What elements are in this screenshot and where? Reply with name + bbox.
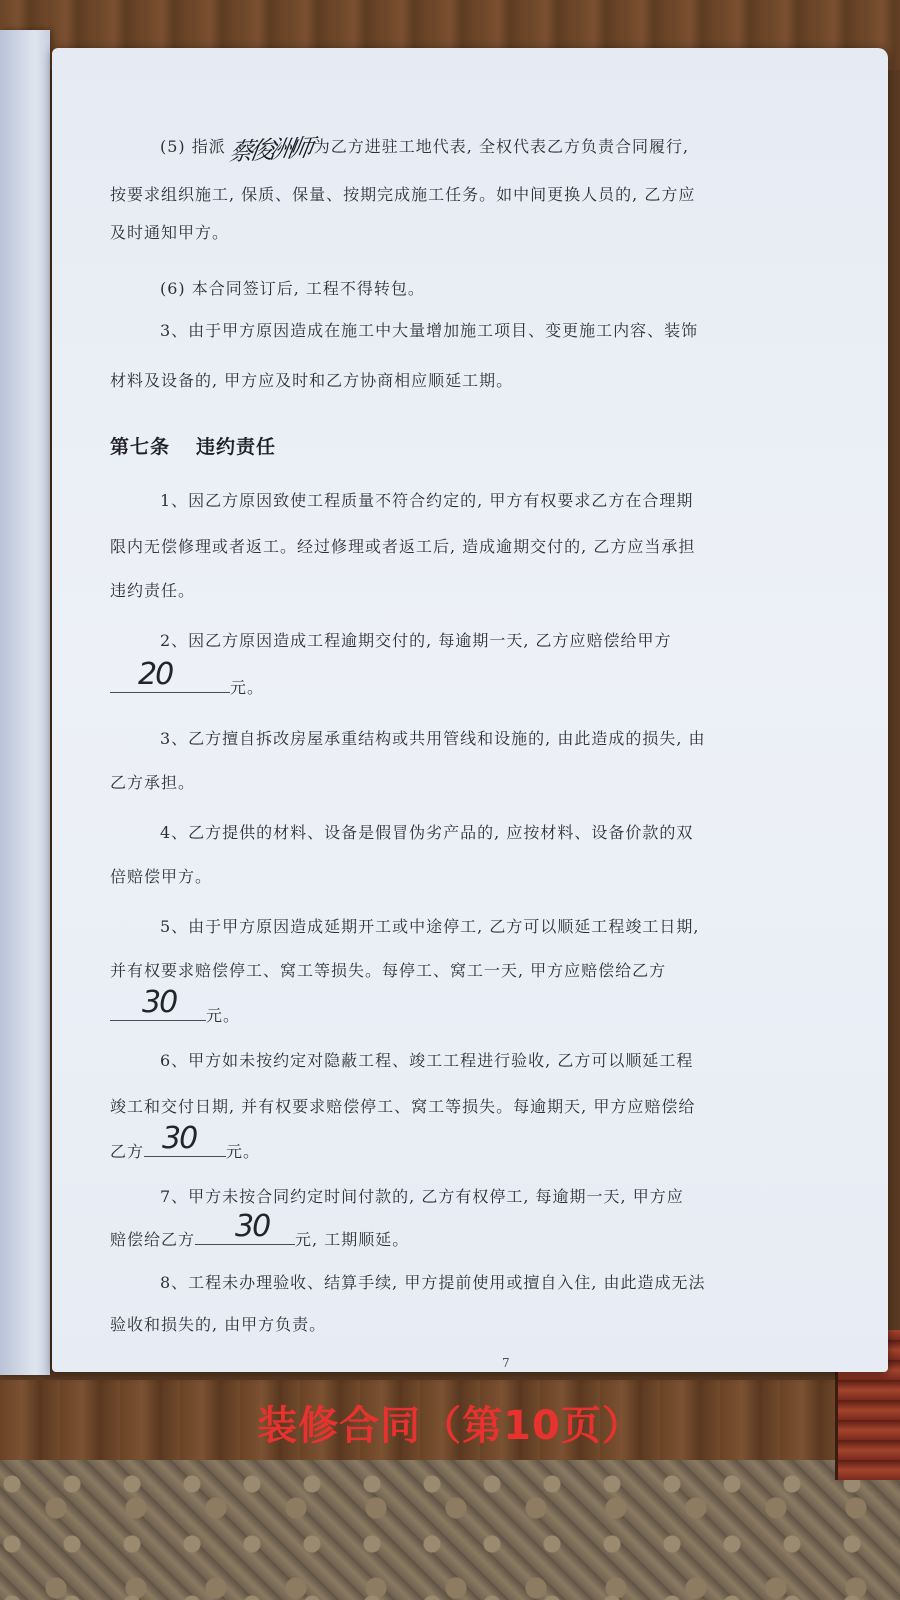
article-7-title: 违约责任 — [196, 436, 277, 458]
item-7-line-1: 7、甲方未按合同约定时间付款的, 乙方有权停工, 每逾期一天, 甲方应 — [160, 1187, 684, 1206]
amount-prefix: 乙方 — [110, 1142, 145, 1161]
article-7-number: 第七条 — [110, 436, 171, 458]
item-7-line-2 — [110, 1209, 410, 1250]
item-5-line-2: 并有权要求赔偿停工、窝工等损失。每停工、窝工一天, 甲方应赔偿给乙方 — [110, 961, 667, 980]
item-4-line-2: 倍赔偿甲方。 — [110, 867, 213, 886]
clause-5-line-3: 及时通知甲方。 — [110, 223, 230, 242]
amount-unit: 元。 — [226, 1142, 261, 1161]
item-5-line-3 — [110, 985, 241, 1026]
amount-blank — [195, 1209, 295, 1245]
carpet-background — [0, 1460, 900, 1600]
item-1-line-1: 1、因乙方原因致使工程质量不符合约定的, 甲方有权要求乙方在合理期 — [160, 491, 694, 510]
clause-5-text: 为乙方进驻工地代表, 全权代表乙方负责合同履行, — [313, 137, 690, 156]
item-1-line-2: 限内无偿修理或者返工。经过修理或者返工后, 造成逾期交付的, 乙方应当承担 — [110, 537, 696, 556]
amount-blank — [110, 985, 206, 1021]
handwritten-signature: 蔡俊洲师 — [227, 133, 312, 167]
clause-5-prefix: (5) 指派 — [160, 137, 226, 156]
item-6-line-1: 6、甲方如未按约定对隐蔽工程、竣工工程进行验收, 乙方可以顺延工程 — [160, 1051, 694, 1070]
article-7-heading — [110, 432, 276, 459]
item-1-line-3: 违约责任。 — [110, 581, 196, 600]
clause-6-line: (6) 本合同签订后, 工程不得转包。 — [160, 279, 425, 298]
clause-5-line-2: 按要求组织施工, 保质、保量、按期完成施工任务。如中间更换人员的, 乙方应 — [110, 185, 696, 204]
clause-3-line-2: 材料及设备的, 甲方应及时和乙方协商相应顺延工期。 — [110, 371, 514, 390]
amount-blank — [110, 657, 230, 693]
item-4-line-1: 4、乙方提供的材料、设备是假冒伪劣产品的, 应按材料、设备价款的双 — [160, 823, 694, 842]
item-5-line-1: 5、由于甲方原因造成延期开工或中途停工, 乙方可以顺延工程竣工日期, — [160, 917, 700, 936]
item-3-line-1: 3、乙方擅自拆改房屋承重结构或共用管线和设施的, 由此造成的损失, 由 — [160, 729, 706, 748]
amount-unit: 元。 — [230, 678, 265, 697]
item-2-line-2 — [110, 657, 265, 698]
amount-suffix: 元, 工期顺延。 — [295, 1230, 410, 1249]
amount-blank — [144, 1121, 226, 1157]
left-page-edge — [0, 30, 50, 1375]
handwritten-amount: 20 — [138, 657, 173, 692]
handwritten-amount: 30 — [162, 1121, 197, 1156]
item-3-line-2: 乙方承担。 — [110, 773, 196, 792]
item-8-line-2: 验收和损失的, 由甲方负责。 — [110, 1315, 327, 1334]
contract-page — [52, 48, 888, 1372]
handwritten-amount: 30 — [235, 1209, 270, 1244]
clause-5-line-1 — [160, 130, 689, 165]
item-6-line-2: 竣工和交付日期, 并有权要求赔偿停工、窝工等损失。每逾期天, 甲方应赔偿给 — [110, 1097, 696, 1116]
item-2-line-1: 2、因乙方原因造成工程逾期交付的, 每逾期一天, 乙方应赔偿给甲方 — [160, 631, 672, 650]
amount-prefix: 赔偿给乙方 — [110, 1230, 196, 1249]
clause-3-line-1: 3、由于甲方原因造成在施工中大量增加施工项目、变更施工内容、装饰 — [160, 321, 699, 340]
photo-caption: 装修合同（第10页） — [257, 1403, 643, 1449]
handwritten-amount: 30 — [142, 985, 177, 1020]
amount-unit: 元。 — [206, 1006, 241, 1025]
item-8-line-1: 8、工程未办理验收、结算手续, 甲方提前使用或擅自入住, 由此造成无法 — [160, 1273, 706, 1292]
page-number: 7 — [502, 1356, 510, 1370]
item-6-line-3 — [110, 1121, 261, 1162]
